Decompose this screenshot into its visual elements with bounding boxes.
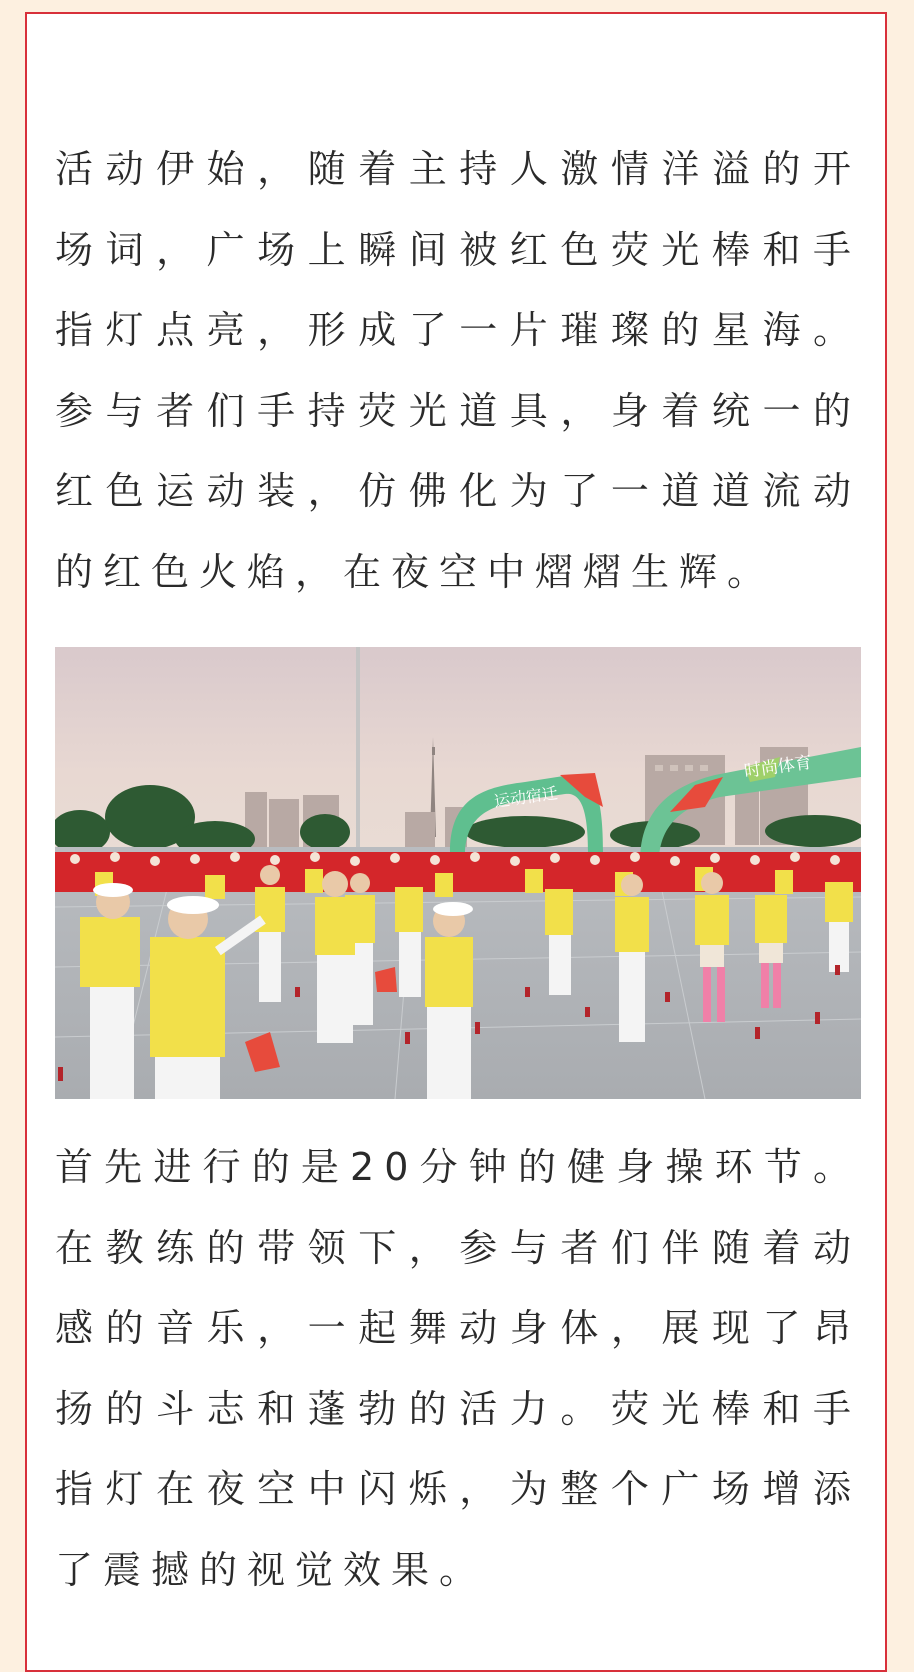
arch-right-text: 时尚体育 — [742, 752, 814, 782]
article-card — [25, 12, 887, 1672]
event-photo — [55, 647, 861, 1099]
article-paragraph-1: 活动伊始，随着主持人激情洋溢的开场词，广场上瞬间被红色荧光棒和手指灯点亮，形成了一片璀璨的星海。参与者们手持荧光道具，身着统一的红色运动装，仿佛化为了一道道流动的红色火焰，在夜空中熠熠生辉。 — [55, 147, 861, 594]
arch-left-text: 运动宿迁 — [492, 783, 559, 811]
article-paragraph-2: 首先进行的是20分钟的健身操环节。在教练的带领下，参与者们伴随着动感的音乐，一起舞动身体，展现了昂扬的斗志和蓬勃的活力。荧光棒和手指灯在夜空中闪烁，为整个广场增添了震撼的视觉效果。 — [55, 1145, 861, 1592]
